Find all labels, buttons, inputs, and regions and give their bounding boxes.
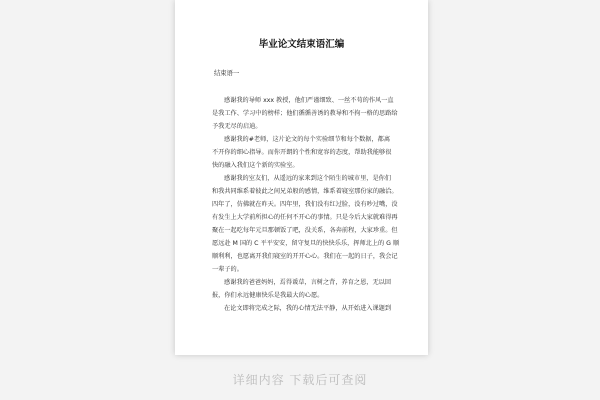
download-hint: 详细内容 下载后可查阅 xyxy=(232,373,368,387)
paragraph-line: 予我无尽的启迪。 xyxy=(212,123,262,130)
paragraph-line: 一辈子的。 xyxy=(212,266,243,273)
paragraph-line: 有发生上大学前所担心的任何不开心的事情。只是今后大家就难得再 xyxy=(212,214,398,221)
paragraph-line: 聚在一起吃每年元旦那顿饭了吧，没关系，各奔前程，大家珍重。但 xyxy=(212,227,398,234)
paragraph-line: 快的融入我们这个新的实验室。 xyxy=(212,162,299,169)
paragraph-line: 四年了，仿佛就在昨天。四年里，我们没有红过脸，没有吵过嘴，没 xyxy=(212,201,398,208)
paragraph-line: 顺利利，也愿离开我们寝室的开开心心。我们在一起的日子，我会记 xyxy=(212,253,398,260)
paragraph-line: 报，你们永远健康快乐是我最大的心愿。 xyxy=(212,292,324,299)
paragraph-line: 不开你的细心指导。而你开朗的个性和宽容的态度，帮助我能够很 xyxy=(212,149,392,156)
paragraph-line: 感谢我的室友们，从遥远的家来到这个陌生的城市里，是你们 xyxy=(224,175,392,182)
paragraph-line: 在论文即将完成之际，我的心情无法平静，从开始进入课题到 xyxy=(224,305,392,312)
paragraph-line: 是我工作、学习中的榜样；他们循循善诱的教导和不拘一格的思路给 xyxy=(212,110,398,117)
paragraph-line: 和我共同维系着彼此之间兄弟般的感情，维系着寝室那份家的融洽。 xyxy=(212,188,398,195)
paragraph-line: 感谢我的爸爸妈妈，焉得谖草，言树之背，养育之恩，无以回 xyxy=(224,279,392,286)
paragraph-line: 感谢我的导师 xxx 教授，他们严谨细致、一丝不苟的作风一直 xyxy=(224,97,394,104)
paragraph-line: 愿远赴 M 国的 C 平平安安，留守复旦的快快乐乐，挥师北上的 G 顺 xyxy=(212,240,400,247)
section-heading: 结束语一 xyxy=(214,70,240,77)
document-title: 毕业论文结束语汇编 xyxy=(258,39,345,50)
paragraph-line: 感谢我的#老师，这片论文的每个实验细节和每个数据，都离 xyxy=(224,136,391,143)
document-page xyxy=(175,0,428,355)
